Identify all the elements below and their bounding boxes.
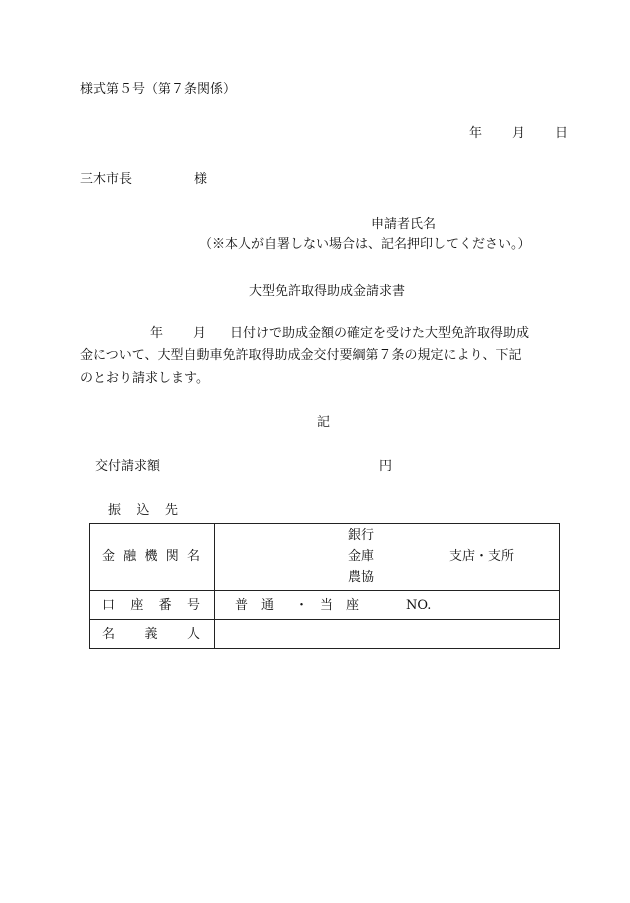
- label-char: 関: [165, 549, 179, 564]
- body-line3: のとおり請求します。: [80, 371, 209, 386]
- body-line1-rest: 日付けで助成金額の確定を受けた大型免許取得助成: [230, 326, 530, 341]
- applicant-note: （※本人が自署しない場合は、記名押印してください。）: [199, 237, 531, 252]
- account-type-current: 当 座: [320, 598, 360, 613]
- amount-label: 交付請求額: [95, 459, 161, 474]
- table-row-account: [90, 591, 559, 620]
- addressee-suffix: 様: [194, 172, 208, 187]
- amount-unit: 円: [379, 459, 393, 474]
- table-row-holder: [90, 620, 559, 649]
- transfer-char: 込: [136, 503, 150, 518]
- label-char: 機: [144, 549, 158, 564]
- addressee-name: 三木市長: [80, 172, 133, 187]
- account-type-ordinary: 普 通: [235, 598, 275, 613]
- date-line: [469, 127, 568, 140]
- document-title: 大型免許取得助成金請求書: [249, 284, 406, 299]
- bank-type-kinko: 金庫: [348, 549, 375, 564]
- date-month: 月: [512, 126, 526, 141]
- transfer-label: [108, 504, 178, 517]
- form-number: 様式第５号（第７条関係）: [80, 82, 237, 97]
- transfer-table: [89, 523, 560, 649]
- transfer-char: 振: [108, 503, 122, 518]
- body-year: 年: [150, 326, 164, 341]
- branch-text: 支店・支所: [449, 549, 515, 564]
- account-type-dot: ・: [295, 598, 309, 613]
- holder-label: [102, 628, 200, 641]
- label-char: 号: [186, 598, 200, 613]
- label-char: 口: [102, 598, 116, 613]
- label-char: 名: [102, 627, 116, 642]
- bank-label: [102, 550, 200, 563]
- table-row-bank: [90, 524, 559, 591]
- label-char: 義: [144, 627, 158, 642]
- label-char: 金: [102, 549, 116, 564]
- ki-heading: 記: [317, 415, 331, 430]
- account-label: [102, 599, 200, 612]
- body-line2: 金について、大型自動車免許取得助成金交付要綱第７条の規定により、下記: [80, 348, 522, 363]
- bank-type-bank: 銀行: [348, 528, 375, 543]
- date-day: 日: [555, 126, 569, 141]
- applicant-label: 申請者氏名: [371, 217, 437, 232]
- label-char: 人: [186, 627, 200, 642]
- label-char: 座: [130, 598, 144, 613]
- date-year: 年: [469, 126, 483, 141]
- account-no-label: NO.: [406, 598, 432, 613]
- transfer-char: 先: [164, 503, 178, 518]
- bank-type-nokyo: 農協: [348, 570, 375, 585]
- label-char: 融: [123, 549, 137, 564]
- body-month: 月: [193, 326, 207, 341]
- label-char: 番: [158, 598, 172, 613]
- label-char: 名: [186, 549, 200, 564]
